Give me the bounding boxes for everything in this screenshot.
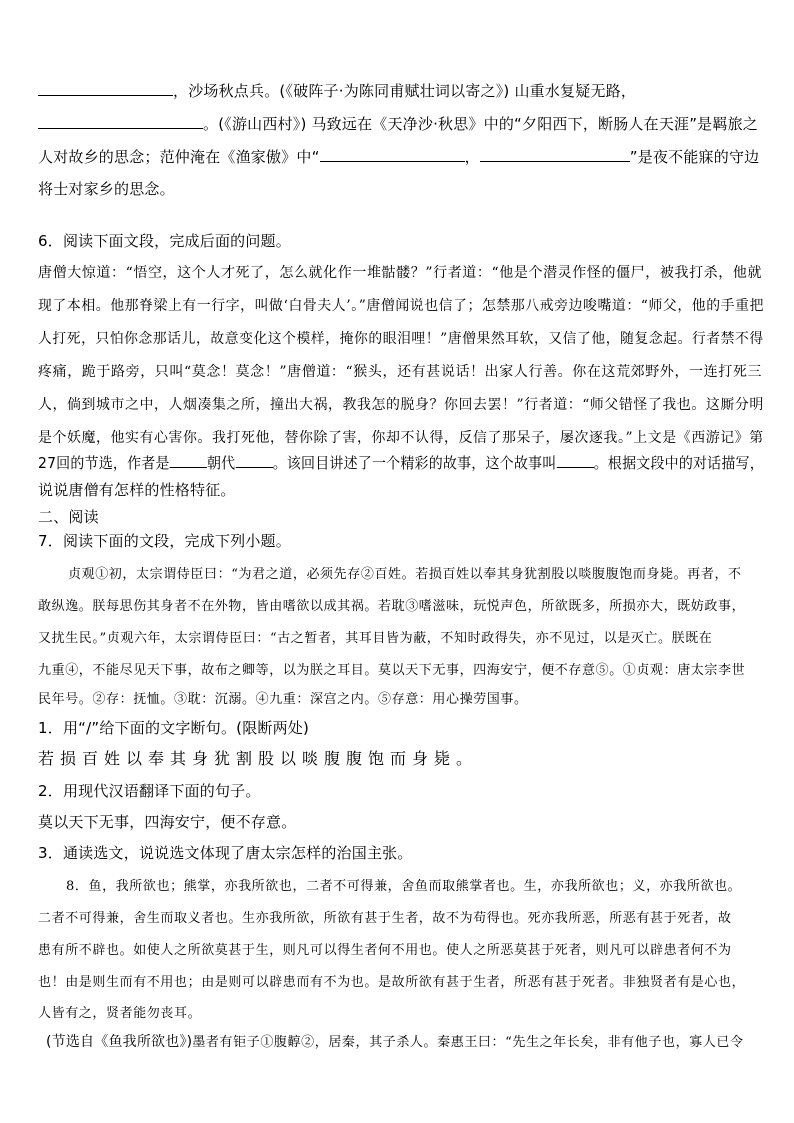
q8-para-line: 二者不可得兼，舍生而取义者也。生亦我所欲，所欲有甚于生者，故不为苟得也。死亦我所恶，所恶有甚于死者，故 (38, 911, 732, 926)
answer-blank[interactable] (320, 147, 465, 162)
q6-para-line: 疼痛，跪于路旁，只叫“莫念！莫念！”唐僧道：“猴头，还有甚说话！出家人行善。你在这荒郊野外，一连打死三 (38, 364, 763, 380)
answer-blank[interactable] (556, 453, 593, 468)
q6-question-c: 。该回目讲述了一个精彩的故事，这个故事叫 (272, 454, 557, 472)
q6-question-b: 朝代 (206, 454, 236, 472)
answer-blank[interactable] (480, 147, 630, 162)
q8-para-line: 8．鱼，我所欲也；熊掌，亦我所欲也，二者不可得兼，舍鱼而取熊掌者也。生，亦我所欲也；义，亦我所欲也。 (66, 879, 742, 894)
q5-text-3-end: ”是夜不能寐的守边 (629, 148, 760, 166)
q6-para-line: 人，倘到城市之中，人烟凑集之所，撞出大祸，教我怎的脱身？你回去罢！”行者道：“师父错怪了我也。这厮分明 (38, 397, 764, 413)
q6-heading: 6．阅读下面文段，完成后面的问题。 (38, 232, 291, 250)
q5-text-3: 人对故乡的思念；范仲淹在《渔家傲》中“ (38, 148, 320, 166)
q7-sub-2-text: 莫以天下无事，四海安宁，便不存意。 (38, 813, 297, 831)
q5-line-3 (38, 146, 759, 167)
comma: ， (464, 148, 480, 166)
q7-para-line: 贞观①初，太宗谓侍臣曰：“为君之道，必须先存②百姓。若损百姓以奉其身犹割股以啖腹腹饱而身毙。再者，不 (68, 567, 742, 582)
q8-para-line: 人皆有之，贤者能勿丧耳。 (38, 1006, 202, 1021)
q7-para-line: 民年号。②存：抚恤。③耽：沉溺。④九重：深宫之内。⑤存意：用心操劳国事。 (38, 692, 528, 707)
q5-line-4: 将士对家乡的思念。 (38, 180, 175, 198)
q6-para-line: 是个妖魔，他实有心害你。我打死他，替你除了害，你却不认得，反信了那呆子，屡次逐我。”上文是《西游记》第 (38, 430, 764, 446)
q7-sub-3: 3．通读选文，说说选文体现了唐太宗怎样的治国主张。 (38, 844, 413, 862)
q8-para-line: 也！由是则生而有不用也；由是则可以辟患而有不为也。是故所欲有甚于生者，所恶有甚于死者。非独贤者有是心也， (38, 975, 746, 990)
q6-question-line (38, 452, 764, 473)
q6-question-line-2: 说说唐僧有怎样的性格特征。 (38, 481, 236, 499)
q6-para-line: 人打死，只怕你念那话儿，故意变化这个模样，掩你的眼泪哩！”唐僧果然耳软，又信了他，随复念起。行者禁不得 (38, 331, 764, 347)
q7-para-line: 敢纵逸。朕每思伤其身者不在外物，皆由嗜欲以成其祸。若耽③嗜滋味，玩悦声色，所欲既多，所损亦大，既妨政事， (38, 599, 746, 614)
q8-source: (节选自《鱼我所欲也》) (46, 1034, 193, 1050)
q8-para-line: 患有所不辟也。如使人之所欲莫甚于生，则凡可以得生者何不用也。使人之所恶莫甚于死者，则凡可以辟患者何不为 (38, 943, 732, 958)
q7-sub-1: 1．用“/”给下面的文字断句。(限断两处) (38, 719, 310, 737)
q6-question-d: 。根据文段中的对话描写， (593, 454, 764, 472)
q7-heading: 7．阅读下面的文段，完成下列小题。 (38, 532, 291, 550)
q7-para-line: 九重④，不能尽见天下事，故布之卿等，以为朕之耳目。莫以天下无事，四海安宁，便不存意⑤。①贞观：唐太宗李世 (38, 663, 746, 678)
q8-last-line (46, 1031, 744, 1051)
answer-blank[interactable] (170, 453, 207, 468)
q6-para-line: 现了本相。他那脊梁上有一行字，叫做‘白骨夫人’。”唐僧闻说也信了；怎禁那八戒旁边唆嘴道：“师父，他的手重把 (38, 298, 765, 314)
q7-sub-2: 2．用现代汉语翻译下面的句子。 (38, 782, 261, 800)
q5-text-1: ，沙场秋点兵。(《破阵子·为陈同甫赋壮词以寄之》) 山重水复疑无路， (173, 82, 637, 100)
q6-question-a: 27回的节选，作者是 (38, 454, 170, 472)
q6-para-line: 唐僧大惊道：“悟空，这个人才死了，怎么就化作一堆骷髅？”行者道：“他是个潜灵作怪的僵尸，被我打杀，他就 (38, 265, 763, 281)
section-heading: 二、阅读 (38, 508, 99, 526)
answer-blank[interactable] (38, 114, 203, 129)
q7-sub-1-text: 若损百姓以奉其身犹割股以啖腹腹饱而身毙。 (38, 749, 479, 768)
q5-line-2 (38, 113, 758, 134)
answer-blank[interactable] (38, 81, 173, 96)
q8-next-passage: 墨者有钜子①腹䵍②，居秦，其子杀人。秦惠王曰：“先生之年长矣，非有他子也，寡人已令 (192, 1035, 744, 1050)
q7-para-line: 又扰生民。”贞观六年，太宗谓侍臣曰：“古之暂者，其耳目皆为蔽，不知时政得失，亦不见过，以是灭亡。朕既在 (38, 631, 713, 646)
q5-line-1 (38, 80, 636, 101)
q5-text-2: 。(《游山西村》) 马致远在《天净沙·秋思》中的“夕阳西下，断肠人在天涯”是羁旅之 (203, 115, 758, 133)
answer-blank[interactable] (235, 453, 272, 468)
